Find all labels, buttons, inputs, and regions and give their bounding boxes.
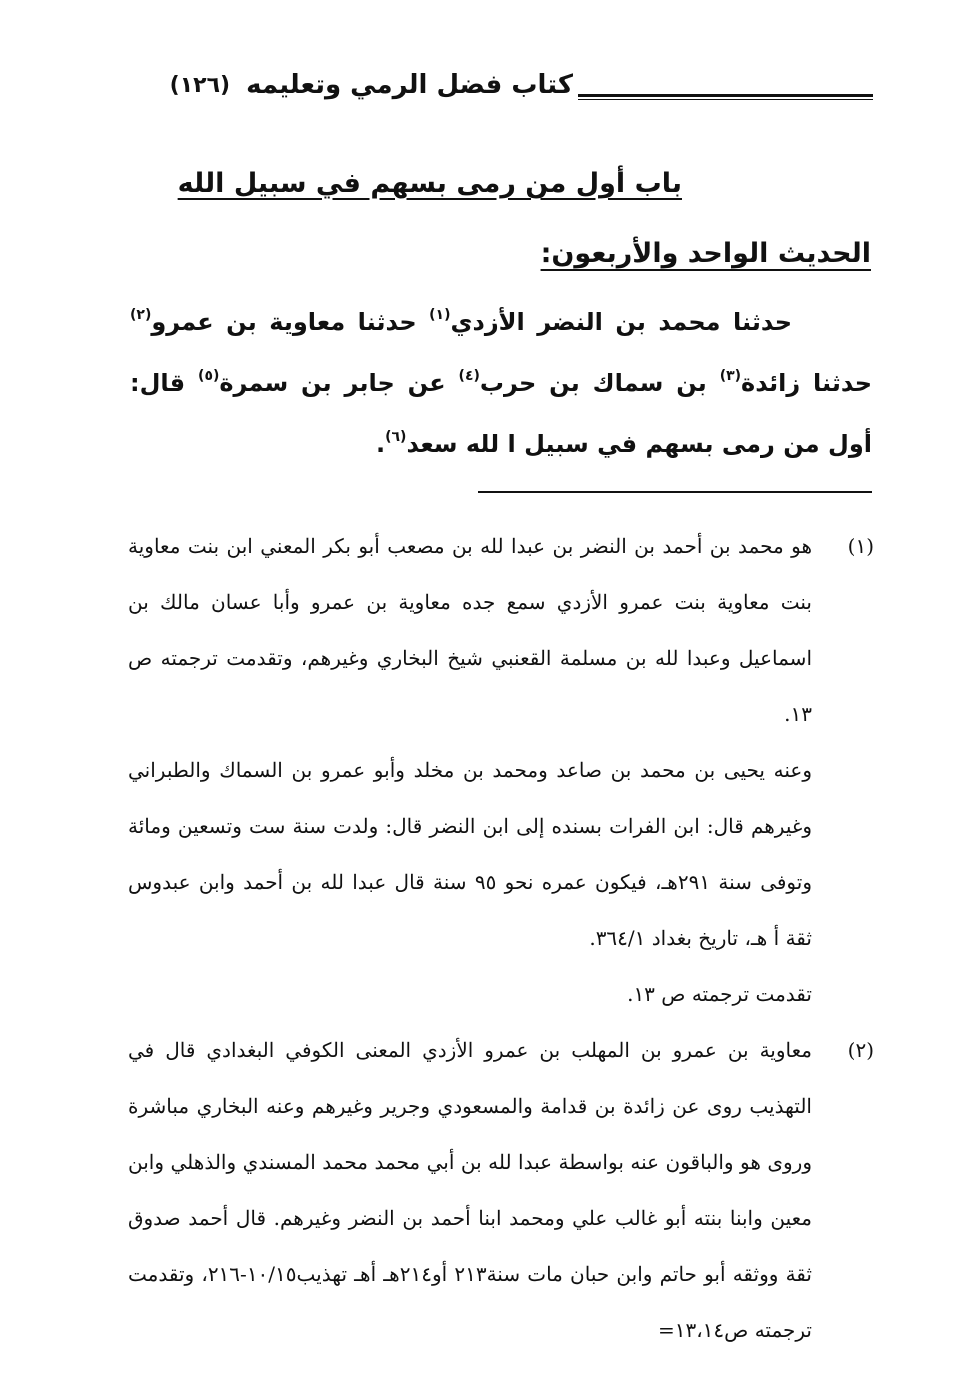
footnote-1 (128, 518, 874, 1022)
text-segment: . (375, 430, 386, 458)
page-number: (١٢٦) (169, 72, 231, 98)
text-segment: حدثنا محمد بن النضر الأزدي (450, 308, 792, 336)
footnote-2 (128, 1022, 874, 1358)
footnote-ref: (٢) (130, 307, 152, 323)
running-header (118, 68, 873, 102)
hadith-text (130, 292, 872, 475)
footnote-paragraph: معاوية بن عمرو بن المهلب بن عمرو الأزدي المعنى الكوفي البغدادي قال في التهذيب روى عن زائدة بن قدامة والمسعودي وجرير وغيرهم وعنه البخاري مباشرة وروى هو والباقون عنه بواسطة عبدا لله بن أبي محمد محمد المسندي والذهلي وابن معين وابنا بنته أبو غالب علي ومحمد ابنا أحمد بن النضر وغيرهم. قال أحمد صدوق ثقة ووثقه أبو حاتم وابن حبان مات سنة٢١٣ أو٢١٤هـ أهـ تهذيب١٠/١٥-٢١٦، وتقدمت ترجمته ص١٣،١٤= (128, 1038, 812, 1342)
footnote-body (128, 518, 812, 1022)
footnote-number: (٢) (847, 1038, 874, 1062)
footnote-paragraph: تقدمت ترجمته ص ١٣. (627, 982, 812, 1006)
hadith-heading: الحديث الواحد والأربعون: (540, 238, 871, 269)
footnote-ref: (٤) (458, 368, 480, 384)
text-segment: حدثنا زائدة (741, 369, 872, 397)
header-rule-thin (578, 99, 873, 100)
text-segment: قال: أول من رمى بسهم في سبيل ا لله سعد (130, 369, 872, 458)
footnote-paragraph: وعنه يحيى بن محمد بن صاعد ومحمد بن مخلد وأبو عمرو بن السماك والطبراني وغيرهم قال: ابن الفرات بسنده إلى ابن النضر قال: ولدت سنة ست وتسعين ومائة وتوفى سنة ٢٩١هـ، فيكون عمره نحو ٩٥ سنة قال عبدا لله بن أحمد وابن عبدوس ثقة أ هـ، تاريخ بغداد ٣٦٤/١. (128, 758, 812, 950)
footnotes (128, 518, 874, 1358)
footnote-separator (478, 491, 872, 493)
footnote-paragraph: هو محمد بن أحمد بن النضر بن عبدا لله بن مصعب أبو بكر المعني ابن بنت معاوية بنت معاوية بنت عمرو الأزدي سمع جده معاوية بن عمرو وأبا عسان مالك بن اسماعيل وعبدا لله بن مسلمة القعنبي شيخ البخاري وغيرهم، وتقدمت ترجمته ص ١٣. (128, 534, 812, 726)
chapter-title: باب أول من رمى بسهم في سبيل الله (177, 168, 682, 199)
text-segment: حدثنا معاوية بن عمرو (151, 308, 430, 336)
text-segment: بن سماك بن حرب (479, 369, 720, 397)
hadith-paragraph (130, 292, 872, 475)
footnote-ref: (٣) (719, 368, 742, 384)
footnote-ref: (٥) (198, 368, 220, 384)
text-segment: عن جابر بن سمرة (219, 369, 459, 397)
header-text (170, 70, 573, 100)
book-title: كتاب فضل الرمي وتعليمه (246, 70, 573, 100)
footnote-ref: (١) (429, 307, 451, 323)
footnote-ref: (٦) (385, 429, 407, 445)
header-rule (578, 94, 873, 97)
footnote-number: (١) (847, 534, 874, 558)
footnote-body (128, 1022, 812, 1358)
